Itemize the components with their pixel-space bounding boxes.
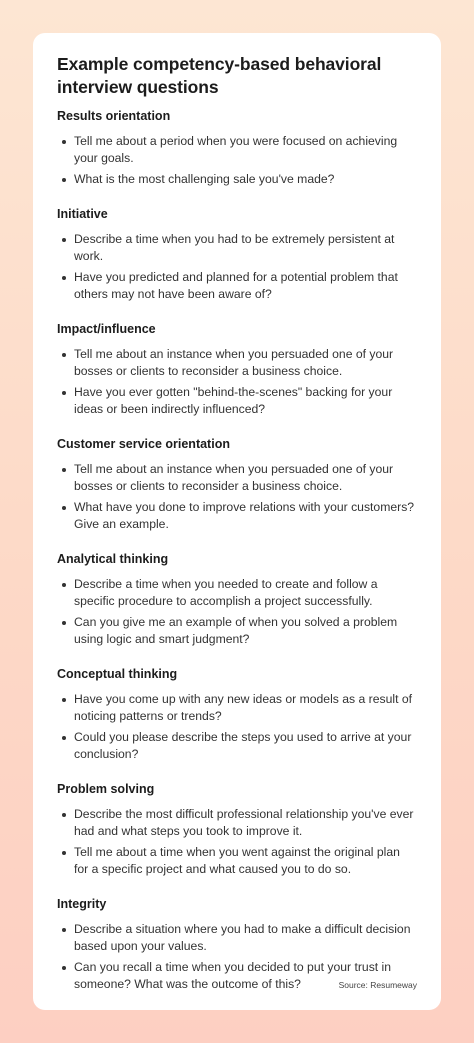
section-heading: Impact/influence [57,322,156,336]
section [57,780,417,878]
section-heading: Initiative [57,207,108,221]
section [57,550,417,648]
section [57,107,417,188]
section-heading: Analytical thinking [57,552,169,566]
question-item: Have you predicted and planned for a potential problem that others may not have been aware of? [57,269,417,303]
question-item: Tell me about an instance when you persuaded one of your bosses or clients to reconsider a business choice. [57,346,417,380]
page-title: Example competency-based behavioral interview questions [57,54,382,97]
question-item: Describe a time when you had to be extremely persistent at work. [57,231,417,265]
question-item: Have you ever gotten "behind-the-scenes" backing for your ideas or been indirectly influenced? [57,384,417,418]
section [57,320,417,418]
question-item: What is the most challenging sale you've made? [57,171,417,188]
section [57,665,417,763]
question-item: Tell me about a period when you were focused on achieving your goals. [57,133,417,167]
question-item: Describe a time when you needed to create and follow a specific procedure to accomplish a project successfully. [57,576,417,610]
question-item: Have you come up with any new ideas or models as a result of noticing patterns or trends? [57,691,417,725]
question-item: Tell me about an instance when you persuaded one of your bosses or clients to reconsider a business choice. [57,461,417,495]
question-list [57,576,417,648]
source-credit: Source: Resumeway [338,980,417,990]
section-heading: Problem solving [57,782,155,796]
question-item: Describe a situation where you had to make a difficult decision based upon your values. [57,921,417,955]
section [57,895,417,993]
question-list [57,346,417,418]
question-list [57,231,417,303]
section [57,205,417,303]
question-item: What have you done to improve relations with your customers? Give an example. [57,499,417,533]
section-heading: Conceptual thinking [57,667,178,681]
sections-list [57,107,417,993]
question-item: Can you give me an example of when you solved a problem using logic and smart judgment? [57,614,417,648]
content-card [33,33,441,1010]
section-heading: Results orientation [57,109,171,123]
section-heading: Customer service orientation [57,437,230,451]
question-list [57,691,417,763]
question-list [57,133,417,188]
question-list [57,461,417,533]
question-item: Describe the most difficult professional relationship you've ever had and what steps you took to improve it. [57,806,417,840]
question-list [57,806,417,878]
question-item: Could you please describe the steps you used to arrive at your conclusion? [57,729,417,763]
section [57,435,417,533]
question-item: Tell me about a time when you went against the original plan for a specific project and what caused you to do so. [57,844,417,878]
question-item: Can you recall a time when you decided to put your trust in someone? What was the outcome of this? [57,959,417,993]
section-heading: Integrity [57,897,107,911]
